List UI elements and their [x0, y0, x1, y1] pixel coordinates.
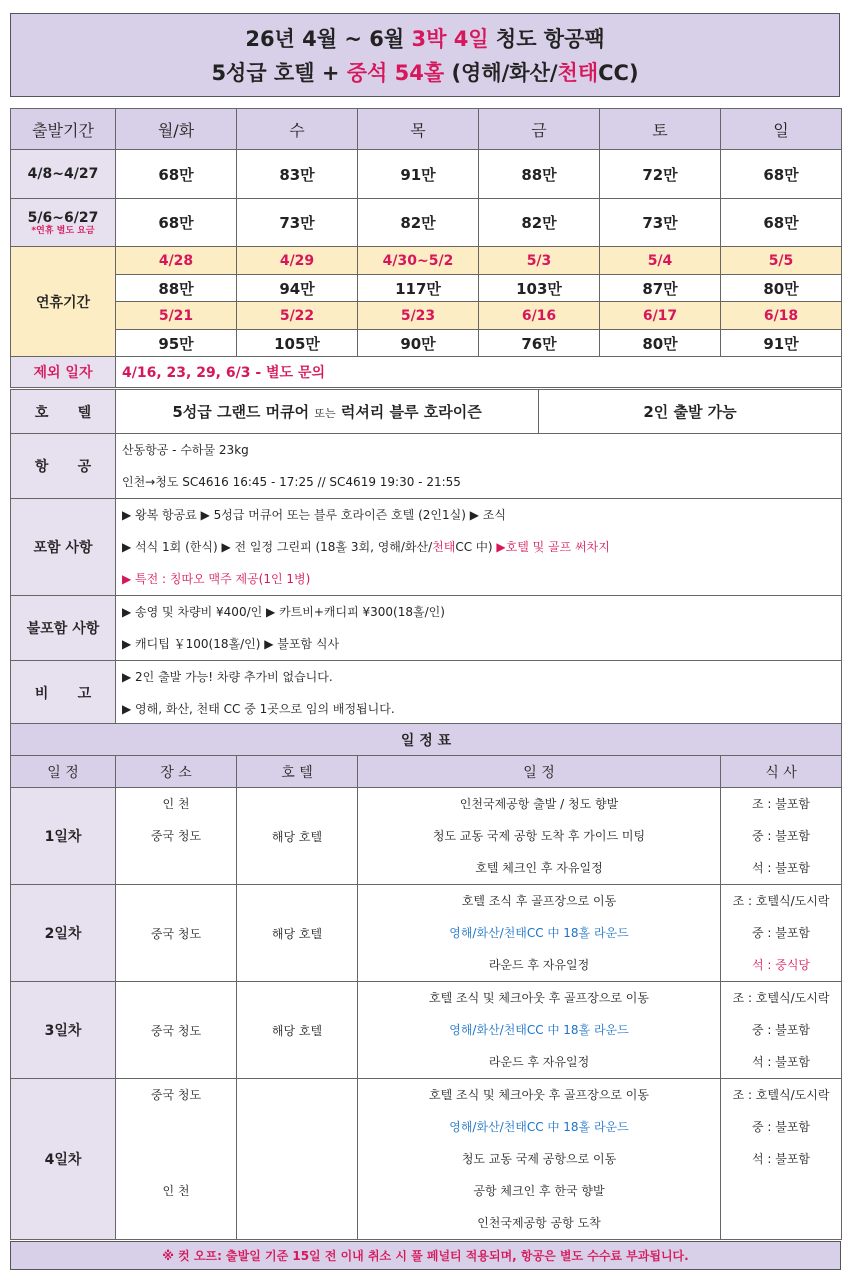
itinerary-item: 라운드 후 자유일정 — [488, 1055, 590, 1069]
title-hotel: 5성급 호텔 + — [211, 61, 347, 85]
golf-round: 영해/화산/천태CC 中 18홀 라운드 — [449, 1023, 629, 1037]
holiday-price: 88만 — [116, 275, 237, 302]
meal-cell — [721, 788, 842, 885]
price-cell: 83만 — [237, 150, 358, 199]
day-label: 2일차 — [11, 885, 116, 982]
meal: 중 : 불포함 — [751, 926, 811, 940]
day-label: 3일차 — [11, 982, 116, 1079]
holiday-price: 80만 — [600, 330, 721, 357]
schedule-header-row — [11, 756, 842, 788]
schedule-day-row — [11, 788, 842, 885]
itinerary-item: 청도 교동 국제 공항 도착 후 가이드 미팅 — [432, 829, 646, 843]
itinerary-item: 라운드 후 자유일정 — [488, 958, 590, 972]
itinerary-item: 인천국제공항 공항 도착 — [477, 1216, 601, 1230]
place — [116, 852, 236, 884]
price-cell: 73만 — [237, 199, 358, 247]
meal: 석 : 불포함 — [751, 1055, 811, 1069]
itinerary-item: 호텔 조식 및 체크아웃 후 골프장으로 이동 — [429, 1088, 649, 1102]
holiday-date-row — [11, 302, 842, 330]
holiday-date: 5/3 — [479, 247, 600, 275]
holiday-date: 5/21 — [116, 302, 237, 330]
title-period: 26년 4월 ~ 6월 — [245, 27, 412, 51]
meal: 석 : 불포함 — [751, 861, 811, 875]
day-header: 수 — [237, 109, 358, 150]
place-spacer — [116, 1111, 236, 1143]
exclude-date-row — [11, 357, 842, 388]
hotel-cell: 해당 호텔 — [237, 788, 358, 885]
meal-cell — [721, 885, 842, 982]
place-spacer — [116, 1143, 236, 1175]
title-product: 청도 항공팩 — [488, 27, 605, 51]
golf-round: 영해/화산/천태CC 中 18홀 라운드 — [449, 926, 629, 940]
place: 중국 청도 — [150, 829, 202, 843]
hotel-name-b: 럭셔리 블루 호라이즌 — [335, 403, 482, 421]
price-cell: 68만 — [721, 150, 842, 199]
hotel-name-a: 5성급 그랜드 머큐어 — [172, 403, 315, 421]
holiday-date: 4/29 — [237, 247, 358, 275]
info-table — [10, 389, 842, 726]
flight-info: 인천→청도 SC4616 16:45 - 17:25 // SC4619 19:30 - 21:55 — [122, 475, 461, 489]
title-rounds: 중석 54홀 — [346, 61, 445, 85]
holiday-price: 80만 — [721, 275, 842, 302]
holiday-date: 6/17 — [600, 302, 721, 330]
itinerary-item: 호텔 조식 후 골프장으로 이동 — [461, 894, 617, 908]
special-benefit: ▶ 특전 : 칭따오 맥주 제공(1인 1병) — [122, 572, 311, 586]
holiday-price: 91만 — [721, 330, 842, 357]
include-highlight: 천태 — [432, 540, 456, 554]
itinerary-item: 호텔 조식 및 체크아웃 후 골프장으로 이동 — [429, 991, 649, 1005]
include-row — [11, 499, 842, 596]
period-label-cell — [11, 199, 116, 247]
holiday-date: 6/18 — [721, 302, 842, 330]
period-note: *연휴 별도 요금 — [31, 225, 95, 236]
day-header: 월/화 — [116, 109, 237, 150]
include-line: ▶ 왕복 항공료 ▶ 5성급 머큐어 또는 블루 호라이즌 호텔 (2인1실) ▶ 조식 — [122, 508, 506, 522]
hotel-or: 또는 — [314, 407, 336, 420]
meal: 석 : 불포함 — [751, 1152, 811, 1166]
holiday-date: 6/16 — [479, 302, 600, 330]
itinerary-item: 청도 교동 국제 공항으로 이동 — [461, 1152, 617, 1166]
itinerary-item: 호텔 체크인 후 자유일정 — [475, 861, 603, 875]
hotel-label: 호 텔 — [11, 390, 116, 434]
price-table — [10, 108, 842, 388]
holiday-price: 87만 — [600, 275, 721, 302]
not-include-row — [11, 596, 842, 661]
place-cell — [116, 788, 237, 885]
title-line-1 — [11, 22, 839, 56]
remark-row — [11, 661, 842, 726]
price-cell: 73만 — [600, 199, 721, 247]
include-line — [122, 531, 841, 563]
include-label: 포함 사항 — [11, 499, 116, 596]
not-include-line: ▶ 캐디팁 ￥100(18홀/인) ▶ 불포함 식사 — [122, 637, 340, 651]
place: 중국 청도 — [116, 982, 237, 1079]
period-label: 5/6~6/27 — [27, 209, 99, 226]
place-cell — [116, 1079, 237, 1240]
price-cell: 82만 — [358, 199, 479, 247]
price-cell: 68만 — [721, 199, 842, 247]
meal: 조 : 불포함 — [751, 797, 811, 811]
price-cell: 68만 — [116, 199, 237, 247]
itinerary-cell — [358, 885, 721, 982]
price-cell: 82만 — [479, 199, 600, 247]
price-row — [11, 150, 842, 199]
meal: 중 : 불포함 — [751, 1023, 811, 1037]
title-courses: (영해/화산/ — [444, 61, 558, 85]
hotel-cell: 해당 호텔 — [237, 982, 358, 1079]
golf-round: 영해/화산/천태CC 中 18홀 라운드 — [449, 1120, 629, 1134]
not-include-label: 불포함 사항 — [11, 596, 116, 661]
day-header: 금 — [479, 109, 600, 150]
period-header: 출발기간 — [11, 109, 116, 150]
holiday-price: 95만 — [116, 330, 237, 357]
place: 중국 청도 — [116, 885, 237, 982]
schedule-header: 식 사 — [721, 756, 842, 788]
not-include-info — [116, 596, 842, 661]
holiday-price: 94만 — [237, 275, 358, 302]
not-include-line: ▶ 송영 및 차량비 ¥400/인 ▶ 카트비+캐디피 ¥300(18홀/인) — [122, 605, 445, 619]
holiday-date: 5/22 — [237, 302, 358, 330]
schedule-title-row — [11, 724, 842, 756]
meal: 조 : 호텔식/도시락 — [732, 1088, 830, 1102]
schedule-header: 호 텔 — [237, 756, 358, 788]
period-label: 4/8~4/27 — [11, 150, 116, 199]
hotel-row — [11, 390, 842, 434]
include-info — [116, 499, 842, 596]
title-cc: CC) — [598, 61, 639, 85]
air-info — [116, 434, 842, 499]
holiday-date: 5/4 — [600, 247, 721, 275]
holiday-price: 117만 — [358, 275, 479, 302]
title-course-highlight: 천태 — [557, 61, 599, 85]
price-cell: 72만 — [600, 150, 721, 199]
include-part: CC 中) — [455, 540, 497, 554]
schedule-day-row — [11, 885, 842, 982]
itinerary-cell — [358, 1079, 721, 1240]
day-label: 4일차 — [11, 1079, 116, 1240]
title-duration: 3박 4일 — [411, 27, 489, 51]
schedule-title: 일 정 표 — [11, 724, 842, 756]
place: 인 천 — [162, 797, 190, 811]
holiday-date: 5/23 — [358, 302, 479, 330]
air-row — [11, 434, 842, 499]
schedule-table — [10, 723, 842, 1240]
holiday-date-row — [11, 247, 842, 275]
itinerary-cell — [358, 788, 721, 885]
schedule-header: 일 정 — [11, 756, 116, 788]
day-header: 일 — [721, 109, 842, 150]
remark-line: ▶ 2인 출발 가능! 차량 추가비 없습니다. — [122, 670, 333, 684]
holiday-price: 76만 — [479, 330, 600, 357]
price-cell: 91만 — [358, 150, 479, 199]
holiday-price: 90만 — [358, 330, 479, 357]
schedule-day-row — [11, 982, 842, 1079]
include-part: ▶ 석식 1회 (한식) ▶ 전 일정 그린피 (18홀 3회, 영해/화산/ — [122, 540, 433, 554]
meal: 조 : 호텔식/도시락 — [732, 991, 830, 1005]
meal-cell — [721, 1079, 842, 1240]
air-label: 항 공 — [11, 434, 116, 499]
exclude-date-text: 4/16, 23, 29, 6/3 - 별도 문의 — [116, 357, 842, 388]
day-label: 1일차 — [11, 788, 116, 885]
holiday-price-row — [11, 275, 842, 302]
holiday-price: 103만 — [479, 275, 600, 302]
price-header-row — [11, 109, 842, 150]
title-line-2 — [11, 56, 839, 90]
exclude-date-label: 제외 일자 — [11, 357, 116, 388]
airline-info: 산동항공 - 수하물 23kg — [122, 443, 249, 457]
day-header: 토 — [600, 109, 721, 150]
day-header: 목 — [358, 109, 479, 150]
price-cell: 88만 — [479, 150, 600, 199]
place: 중국 청도 — [150, 1088, 202, 1102]
holiday-label: 연휴기간 — [11, 247, 116, 357]
hotel-name — [116, 390, 539, 434]
price-cell: 68만 — [116, 150, 237, 199]
remark-label: 비 고 — [11, 661, 116, 726]
cancellation-notice: ※ 컷 오프: 출발일 기준 15일 전 이내 취소 시 풀 페널티 적용되며, 항공은 별도 수수료 부과됩니다. — [10, 1241, 841, 1270]
meal: 중 : 불포함 — [751, 829, 811, 843]
price-row — [11, 199, 842, 247]
schedule-header: 장 소 — [116, 756, 237, 788]
hotel-note: 2인 출발 가능 — [539, 390, 842, 434]
remark-line: ▶ 영해, 화산, 천태 CC 중 1곳으로 임의 배정됩니다. — [122, 702, 395, 716]
surcharge-note: ▶호텔 및 골프 써차지 — [496, 540, 610, 554]
meal-cell — [721, 982, 842, 1079]
hotel-cell: 해당 호텔 — [237, 885, 358, 982]
schedule-day-row — [11, 1079, 842, 1240]
meal-highlight: 석 : 중식당 — [751, 958, 811, 972]
holiday-date: 4/28 — [116, 247, 237, 275]
meal: 중 : 불포함 — [751, 1120, 811, 1134]
place: 인 천 — [162, 1184, 190, 1198]
holiday-date: 4/30~5/2 — [358, 247, 479, 275]
meal: 조 : 호텔식/도시락 — [732, 894, 830, 908]
itinerary-cell — [358, 982, 721, 1079]
itinerary-item: 인천국제공항 출발 / 청도 향발 — [459, 797, 619, 811]
holiday-price: 105만 — [237, 330, 358, 357]
holiday-price-row — [11, 330, 842, 357]
title-banner — [10, 13, 840, 97]
schedule-header: 일 정 — [358, 756, 721, 788]
holiday-date: 5/5 — [721, 247, 842, 275]
remark-info — [116, 661, 842, 726]
itinerary-item: 공항 체크인 후 한국 향발 — [473, 1184, 605, 1198]
hotel-cell — [237, 1079, 358, 1240]
